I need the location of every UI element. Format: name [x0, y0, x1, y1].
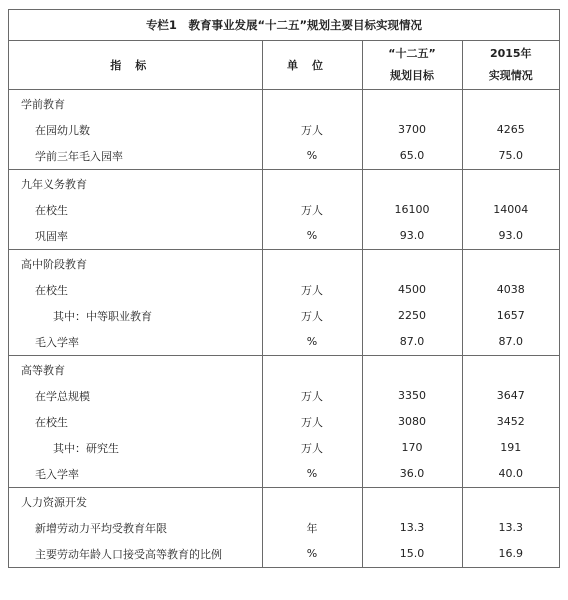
row-name: 在园幼儿数: [35, 123, 90, 137]
section-senior-high: [9, 249, 559, 355]
table-row: [9, 541, 559, 567]
row-actual: 75.0: [462, 143, 559, 170]
table-row: [9, 383, 559, 409]
row-unit: %: [262, 223, 362, 250]
row-target: 36.0: [362, 461, 462, 488]
row-actual: 191: [462, 435, 559, 461]
row-target: 65.0: [362, 143, 462, 170]
row-target: 87.0: [362, 329, 462, 356]
table-row: [9, 329, 559, 356]
row-actual: 87.0: [462, 329, 559, 356]
table-row: [9, 515, 559, 541]
section-title: 高中阶段教育: [21, 258, 87, 271]
row-name: 其中：研究生: [53, 441, 119, 455]
section-higher-education: [9, 355, 559, 487]
section-title-row: [9, 169, 559, 197]
row-unit: %: [262, 461, 362, 488]
table-row: [9, 223, 559, 250]
header-unit: 单位: [262, 41, 362, 89]
row-unit: 万人: [262, 303, 362, 329]
row-unit: 万人: [262, 277, 362, 303]
section-human-resources: [9, 487, 559, 567]
table-row: [9, 435, 559, 461]
row-actual: 93.0: [462, 223, 559, 250]
table-row: [9, 409, 559, 435]
header-indicator: 指标: [9, 41, 262, 89]
row-target: 2250: [362, 303, 462, 329]
row-actual: 3647: [462, 383, 559, 409]
row-target: 93.0: [362, 223, 462, 250]
row-name: 新增劳动力平均受教育年限: [35, 521, 167, 535]
section-compulsory: [9, 169, 559, 249]
row-name: 在校生: [35, 415, 68, 429]
row-name: 在校生: [35, 283, 68, 297]
section-title: 九年义务教育: [21, 178, 87, 191]
section-title-row: [9, 487, 559, 515]
row-target: 170: [362, 435, 462, 461]
row-actual: 4038: [462, 277, 559, 303]
section-title: 学前教育: [21, 98, 65, 111]
header-target-line1: “十二五”: [388, 46, 436, 60]
row-target: 3080: [362, 409, 462, 435]
row-unit: %: [262, 329, 362, 356]
education-targets-table: [8, 9, 560, 568]
row-target: 13.3: [362, 515, 462, 541]
header-row: [9, 41, 559, 89]
row-actual: 13.3: [462, 515, 559, 541]
row-actual: 1657: [462, 303, 559, 329]
row-actual: 4265: [462, 117, 559, 143]
row-name: 毛入学率: [9, 329, 262, 356]
section-title: 高等教育: [21, 364, 65, 377]
row-actual: 40.0: [462, 461, 559, 488]
section-title-row: [9, 89, 559, 117]
row-name: 毛入学率: [9, 461, 262, 488]
row-name: 主要劳动年龄人口接受高等教育的比例: [35, 547, 222, 561]
table-row: [9, 143, 559, 170]
row-name: 在校生: [35, 203, 68, 217]
header-target-line2: 规划目标: [390, 68, 434, 82]
row-target: 3350: [362, 383, 462, 409]
row-unit: 万人: [262, 197, 362, 223]
header-actual-line1: 2015年: [489, 46, 532, 60]
row-target: 3700: [362, 117, 462, 143]
row-name: 学前三年毛入园率: [9, 143, 262, 170]
header-actual-line2: 实现情况: [488, 68, 533, 82]
header-actual: [462, 41, 559, 89]
row-target: 16100: [362, 197, 462, 223]
row-unit: %: [262, 143, 362, 170]
targets-table: [9, 41, 559, 567]
section-title-row: [9, 355, 559, 383]
table-row: [9, 461, 559, 488]
row-target: 4500: [362, 277, 462, 303]
header-target: [362, 41, 462, 89]
row-name: 其中：中等职业教育: [53, 309, 152, 323]
section-preschool: [9, 89, 559, 169]
table-row: [9, 303, 559, 329]
row-unit: 万人: [262, 383, 362, 409]
row-name: 在学总规模: [35, 389, 90, 403]
row-actual: 16.9: [462, 541, 559, 567]
row-unit: 万人: [262, 435, 362, 461]
row-target: 15.0: [362, 541, 462, 567]
row-unit: 万人: [262, 117, 362, 143]
row-unit: %: [262, 541, 362, 567]
row-unit: 年: [262, 515, 362, 541]
row-actual: 14004: [462, 197, 559, 223]
section-title-row: [9, 249, 559, 277]
table-row: [9, 277, 559, 303]
section-title: 人力资源开发: [21, 496, 87, 509]
table-caption: 专栏1 教育事业发展“十二五”规划主要目标实现情况: [9, 10, 559, 41]
row-name: 巩固率: [9, 223, 262, 250]
table-row: [9, 117, 559, 143]
row-unit: 万人: [262, 409, 362, 435]
row-actual: 3452: [462, 409, 559, 435]
table-row: [9, 197, 559, 223]
